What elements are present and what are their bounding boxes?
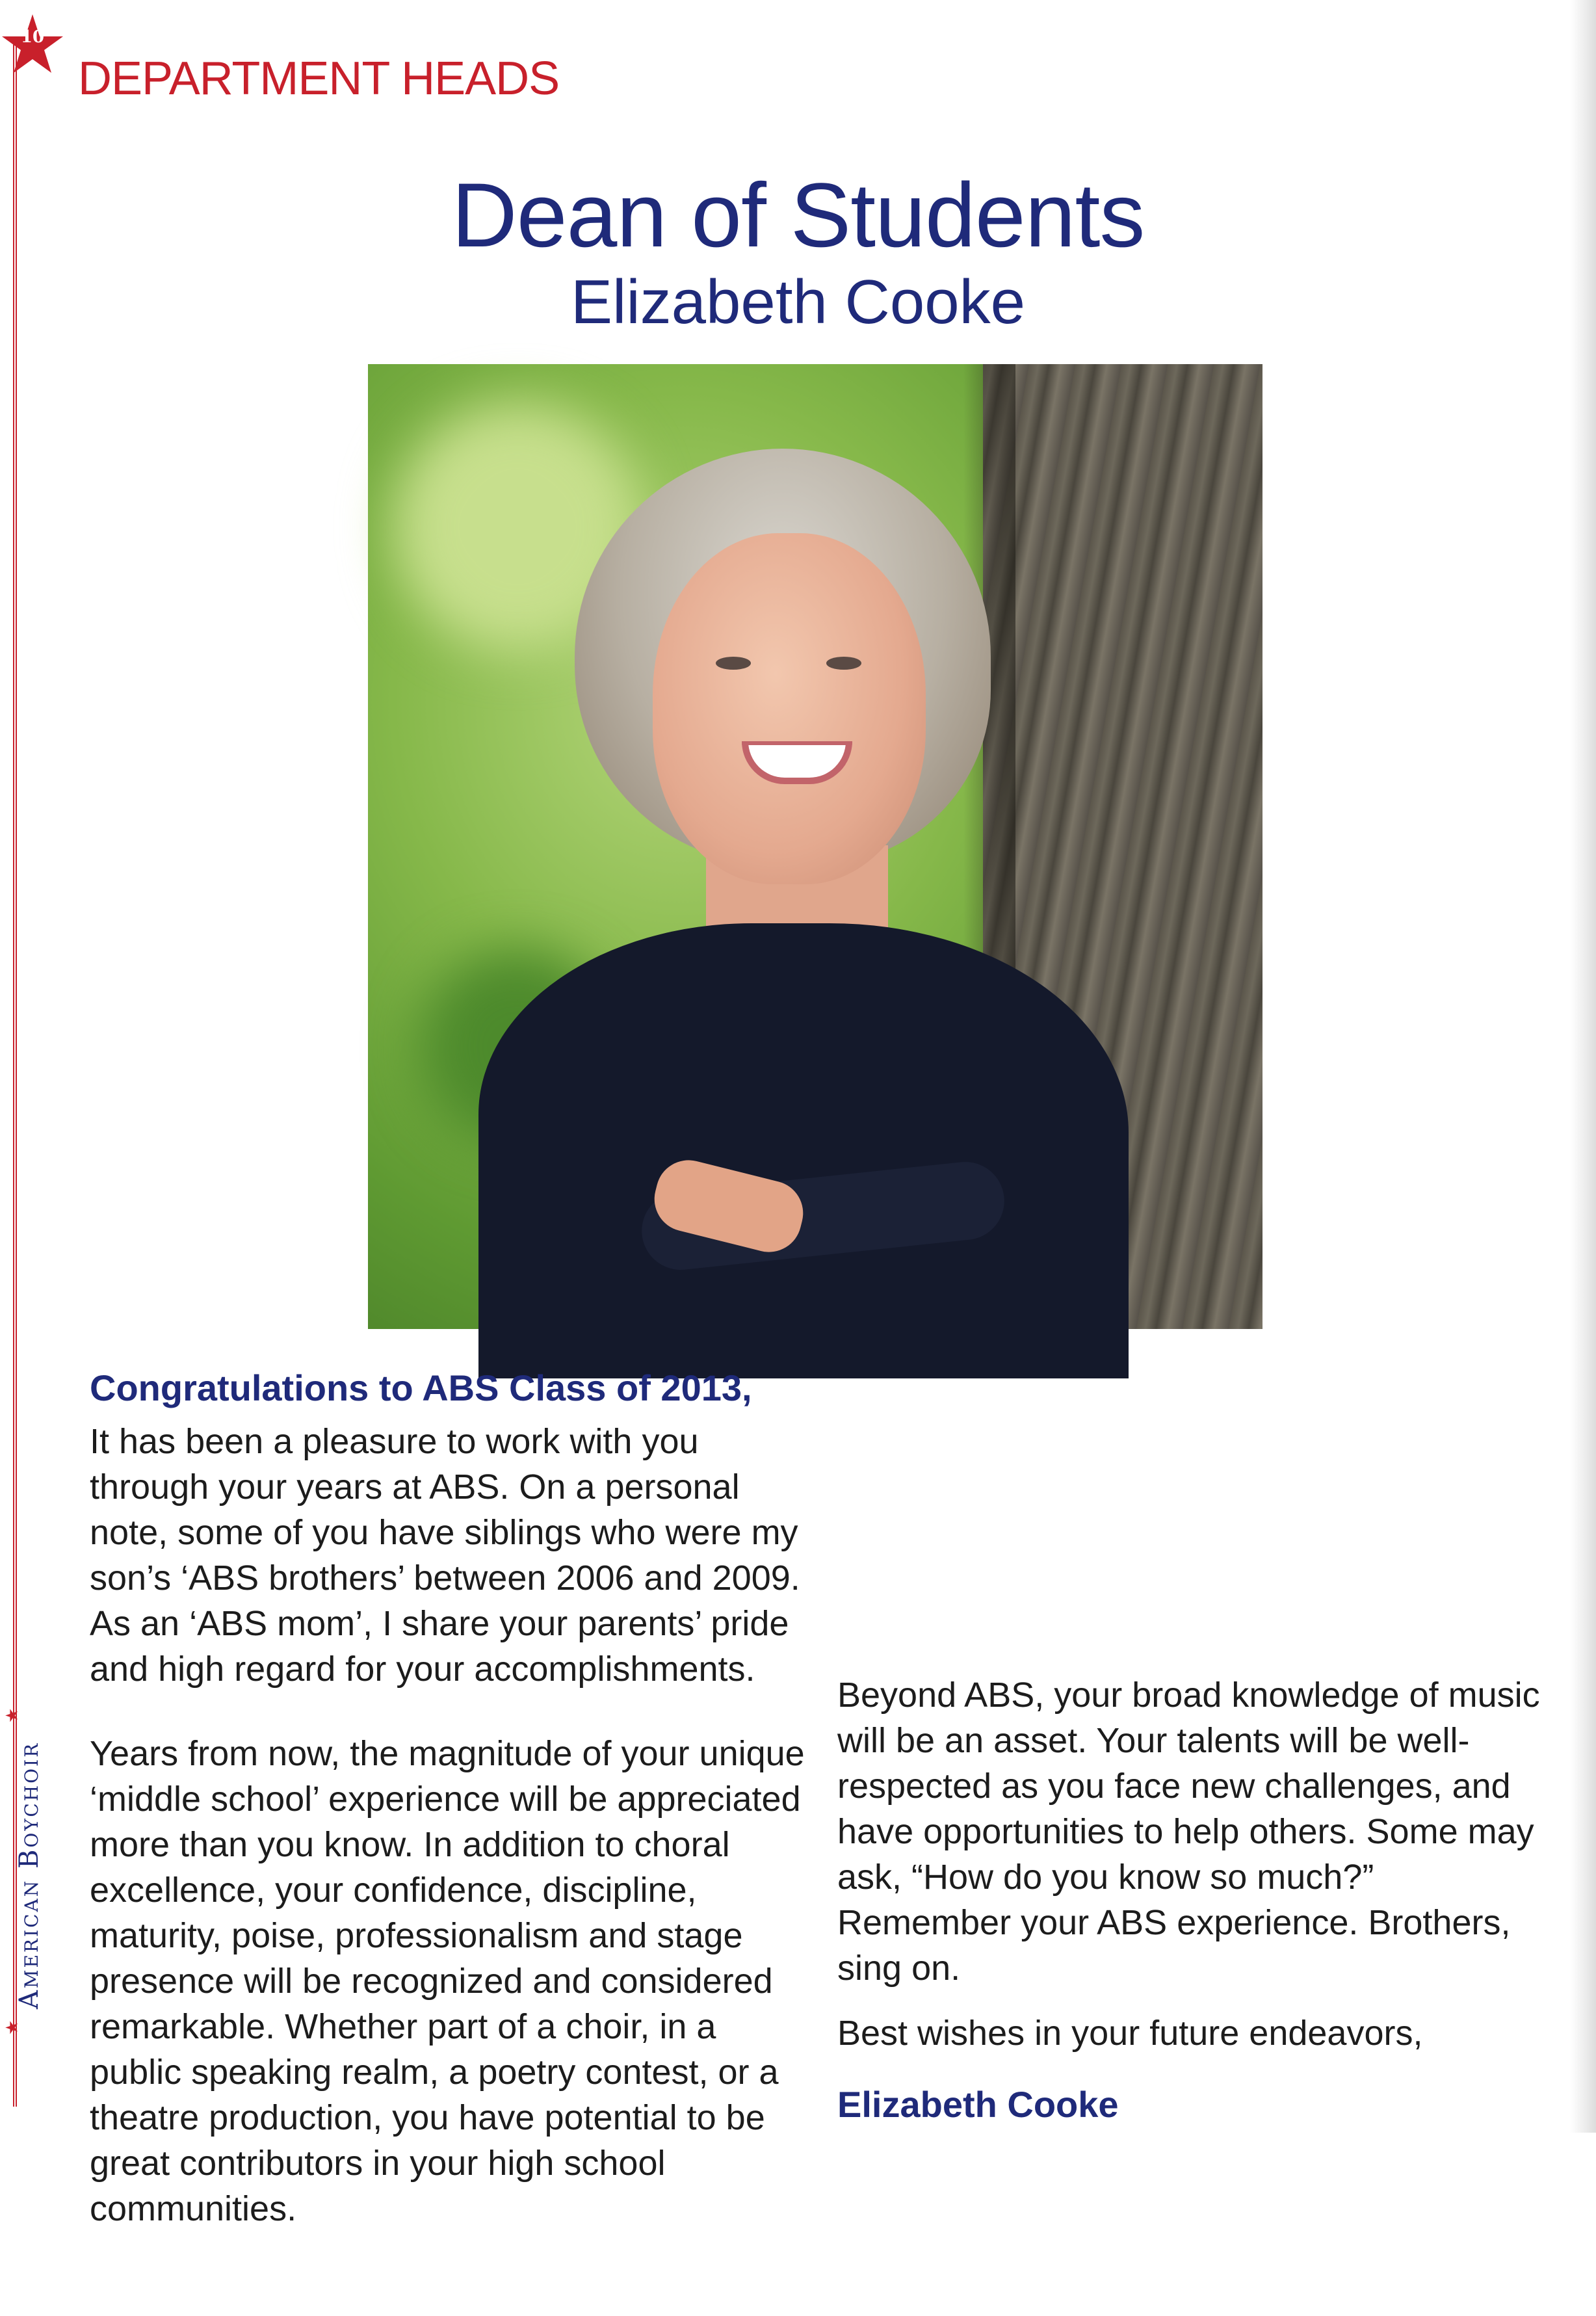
letter-column-right [837,1365,1552,2127]
right-eye [826,657,861,670]
letter-paragraph-3: Beyond ABS, your broad knowledge of music will be an asset. Your talents will be well-respected as you face new challenges, and have opportunities to help others. Some may ask, “How do you know so much?” Remember your ABS experience. Brothers, sing on. [837,1676,1540,1988]
letter-closing: Best wishes in your future endeavors, [837,2014,1423,2053]
letter-signature: Elizabeth Cooke [837,2084,1119,2125]
shirt [478,923,1129,1378]
face [653,533,926,884]
letter-salutation: Congratulations to ABS Class of 2013, [90,1367,752,1408]
brand-star-icon: ★ [3,2018,22,2035]
section-label: DEPARTMENT HEADS [78,53,560,105]
letter-paragraph-2: Years from now, the magnitude of your unique ‘middle school’ experience will be appreciated more than you know. In addition to choral excellence, your confidence, discipline, maturity, poise, professionalism and stage presence will be recognized and considered remarkable. Whether part of a choir, in a public speaking realm, a poetry contest, or a theatre production, you have potential to be great contributors in your high school communities. [90,1734,805,2228]
page-number: 10 [20,27,45,47]
brand-star-icon: ★ [3,1705,22,1723]
letter-column-left [90,1365,805,2316]
page-subtitle: Elizabeth Cooke [570,267,1026,337]
side-brand [3,1697,53,2035]
left-eye [716,657,751,670]
page-title: Dean of Students [451,164,1145,266]
portrait-photo [368,364,1262,1329]
letter-paragraph-1: It has been a pleasure to work with you through your years at ABS. On a personal note, some of you have siblings who were my son’s ‘ABS brothers’ between 2006 and 2009. As an ‘ABS mom’, I share your parents’ pride and high regard for your accomplishments. [90,1422,800,1689]
side-brand-text: American Boychoir [14,1741,44,2009]
